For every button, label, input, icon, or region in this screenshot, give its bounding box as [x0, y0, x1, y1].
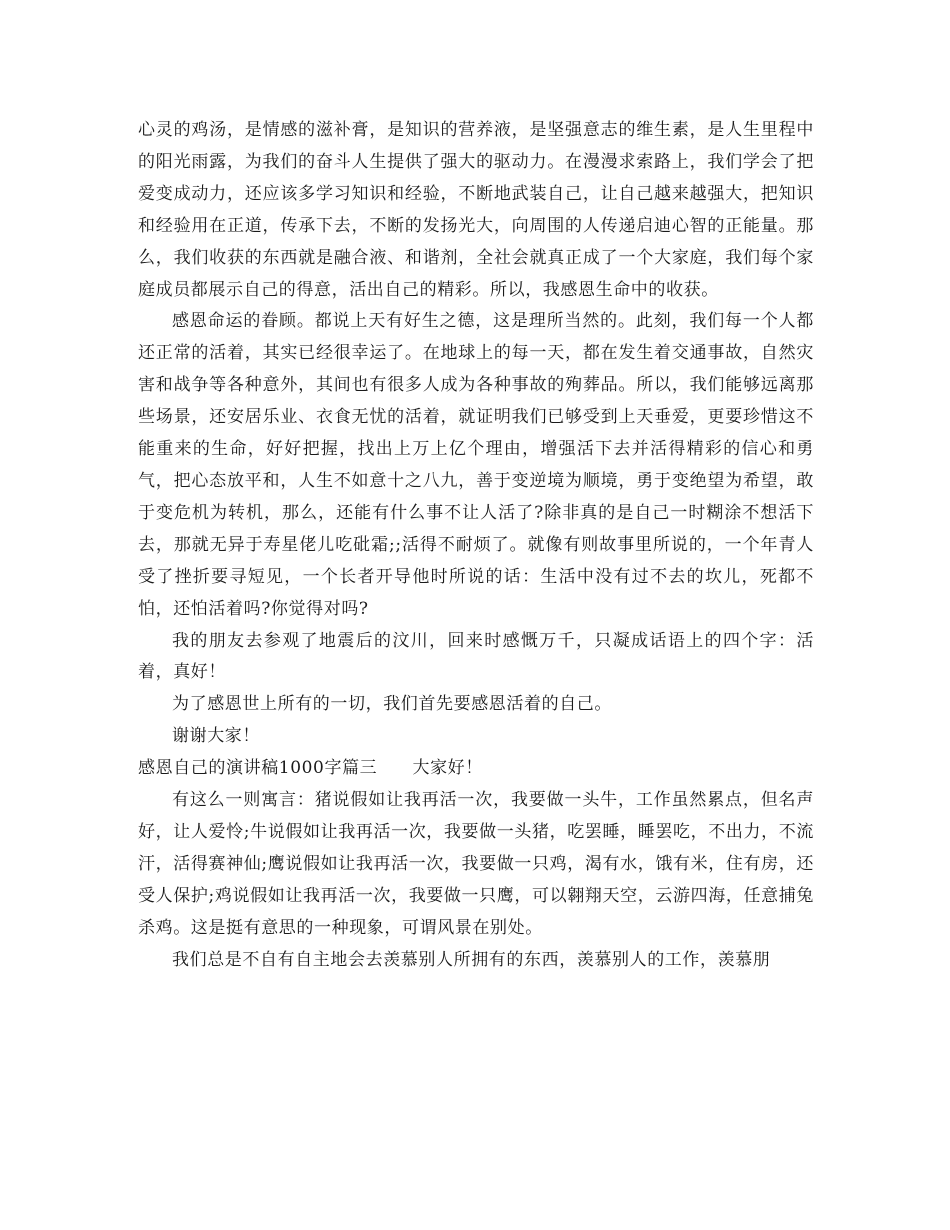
- paragraph-wenchuan-visit: 我的朋友去参观了地震后的汶川，回来时感慨万千，只凝成话语上的四个字：活着，真好！: [138, 630, 814, 683]
- section-heading: 感恩自己的演讲稿1000字篇三 大家好！: [138, 758, 483, 779]
- paragraph-fable: 有这么一则寓言：猪说假如让我再活一次，我要做一头牛，工作虽然累点，但名声好，让人爱怜;牛说假如让我再活一次，我要做一头猪，吃罢睡，睡罢吃，不出力，不流汗，活得赛神仙;鹰说假如让我再活一次，我要做一只鸡，渴有水，饿有米，住有房，还受人保护;鸡说假如让我再活一次，我要做一只鹰，可以翱翔天空，云游四海，任意捕兔杀鸡。这是挺有意思的一种现象，可谓风景在别处。: [138, 790, 814, 938]
- paragraph-envy: 我们总是不自有自主地会去羡慕别人所拥有的东西，羡慕别人的工作，羡慕朋: [172, 949, 771, 970]
- paragraph-gratitude-self: 为了感恩世上所有的一切，我们首先要感恩活着的自己。: [172, 694, 612, 715]
- paragraph-thanks: 谢谢大家！: [172, 726, 260, 747]
- document-body: [138, 115, 814, 976]
- paragraph-gratitude-fate: 感恩命运的眷顾。都说上天有好生之德，这是理所当然的。此刻，我们每一个人都还正常的活着，其实已经很幸运了。在地球上的每一天，都在发生着交通事故，自然灾害和战争等各种意外，其间也有很多人成为各种事故的殉葬品。所以，我们能够远离那些场景，还安居乐业、衣食无忧的活着，就证明我们已够受到上天垂爱，更要珍惜这不能重来的生命，好好把握，找出上万上亿个理由，增强活下去并活得精彩的信心和勇气，把心态放平和，人生不如意十之八九，善于变逆境为顺境，勇于变绝望为希望，敢于变危机为转机，那么，还能有什么事不让人活了?除非真的是自己一时糊涂不想活下去，那就无异于寿星佬儿吃砒霜;;活得不耐烦了。就像有则故事里所说的，一个年青人受了挫折要寻短见，一个长者开导他时所说的话：生活中没有过不去的坎儿，死都不怕，还怕活着吗?你觉得对吗?: [138, 311, 814, 619]
- paragraph-gratitude-harvest: 心灵的鸡汤，是情感的滋补膏，是知识的营养液，是坚强意志的维生素，是人生里程中的阳光雨露，为我们的奋斗人生提供了强大的驱动力。在漫漫求索路上，我们学会了把爱变成动力，还应该多学习知识和经验，不断地武装自己，让自己越来越强大，把知识和经验用在正道，传承下去，不断的发扬光大，向周围的人传递启迪心智的正能量。那么，我们收获的东西就是融合液、和谐剂，全社会就真正成了一个大家庭，我们每个家庭成员都展示自己的得意，活出自己的精彩。所以，我感恩生命中的收获。: [138, 120, 814, 300]
